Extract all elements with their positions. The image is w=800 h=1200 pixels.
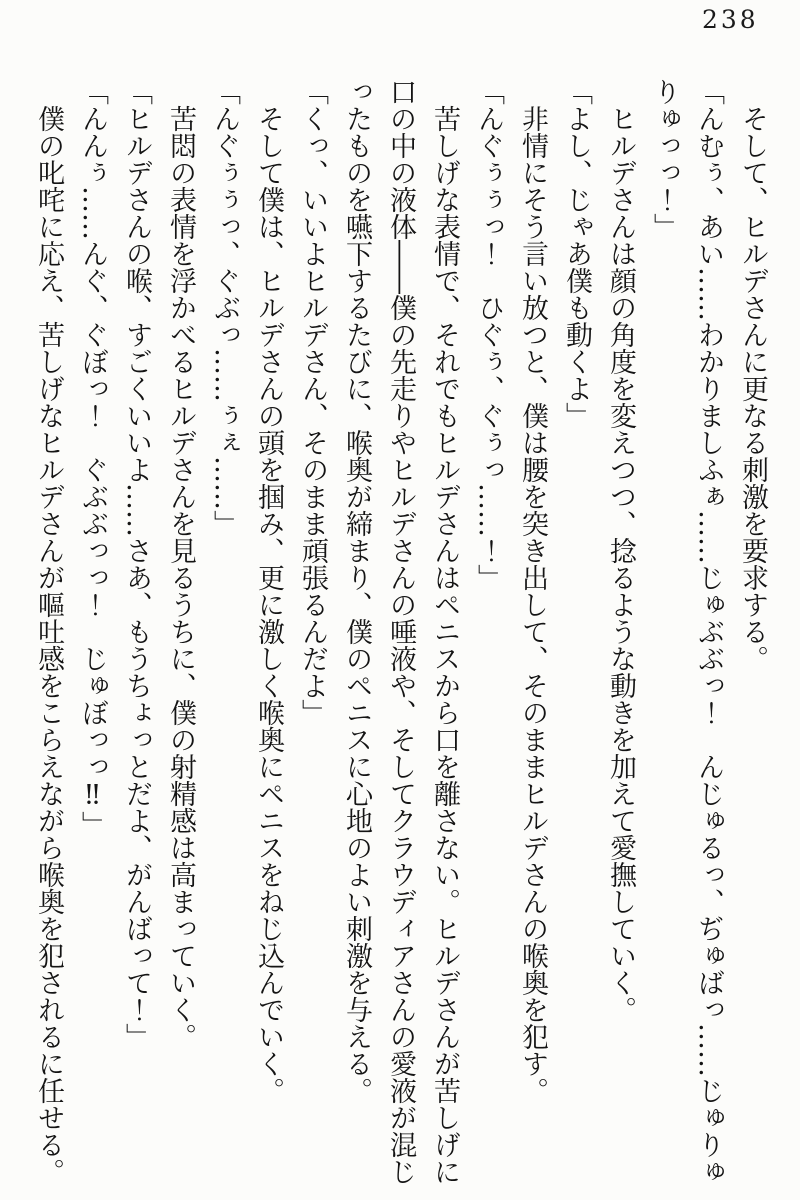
- paragraph-dialogue: 「んむぅ、あい……わかりましふぁ……じゅぶぶっ！ んじゅるっ、ぢゅばっ……じゅりゅりゅっっ！」: [649, 78, 724, 1185]
- paragraph-narration: 僕の叱咤に応え、苦しげなヒルデさんが嘔吐感をこらえながら喉奥を犯されるに任せる。: [33, 78, 64, 1185]
- vertical-text-block: [26, 78, 774, 1190]
- paragraph-dialogue: 「よし、じゃあ僕も動くよ」: [561, 78, 592, 429]
- paragraph-dialogue: 「んぐぅぅっ！ ひぐぅ、ぐぅっ……！」: [473, 78, 504, 591]
- paragraph-narration: 苦悶の表情を浮かべるヒルデさんを見るうちに、僕の射精感は高まっていく。: [165, 78, 196, 1050]
- page-number: 238: [702, 5, 759, 34]
- paragraph-narration: ヒルデさんは顔の角度を変えつつ、捻るような動きを加えて愛撫していく。: [605, 78, 636, 1023]
- paragraph-narration: 非情にそう言い放つと、僕は腰を突き出して、そのままヒルデさんの喉奥を犯す。: [517, 78, 548, 1104]
- paragraph-dialogue: 「ヒルデさんの喉、すごくいいよ……さあ、もうちょっとだよ、がんばって！」: [121, 78, 152, 1050]
- paragraph-dialogue: 「んぐぅぅっ、ぐぶっ……ぅぇ……」: [209, 78, 240, 537]
- paragraph-narration: そして、ヒルデさんに更なる刺激を要求する。: [737, 78, 768, 672]
- paragraph-dialogue: 「くっ、いいよヒルデさん、そのまま頑張るんだよ」: [297, 78, 328, 726]
- paragraph-narration: そして僕は、ヒルデさんの頭を掴み、更に激しく喉奥にペニスをねじ込んでいく。: [253, 78, 284, 1104]
- paragraph-narration: 苦しげな表情で、それでもヒルデさんはペニスから口を離さない。ヒルデさんが苦しげに口の中の液体――僕の先走りやヒルデさんの唾液や、そしてクラウディアさんの愛液が混じったものを嚥下するたびに、喉奥が締まり、僕のペニスに心地のよい刺激を与える。: [341, 78, 460, 1185]
- paragraph-dialogue: 「んんぅ……んぐ、ぐぼっ！ ぐぶぶっっ！ じゅぼっっ‼」: [77, 78, 108, 838]
